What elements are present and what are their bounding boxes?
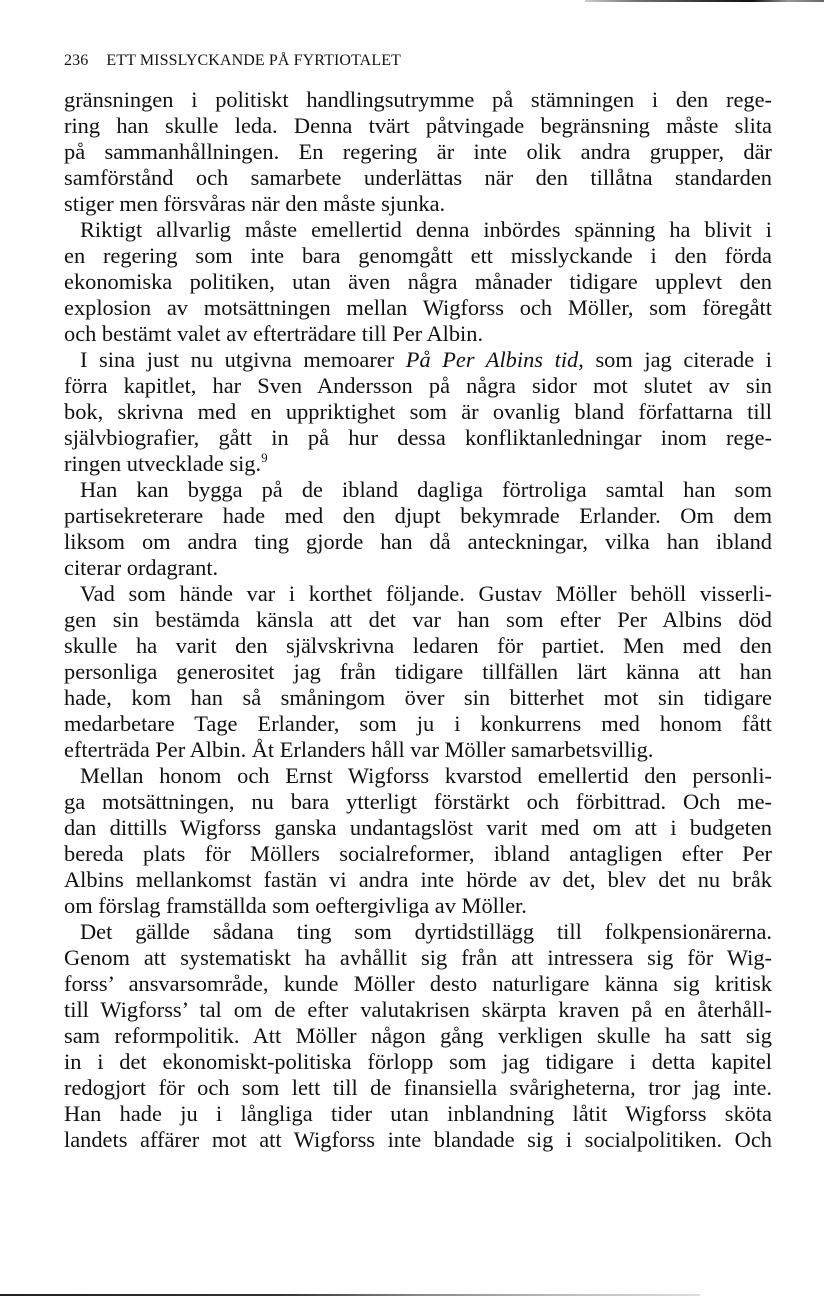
italic-title: På Per Albins tid [405,347,579,372]
text-line: bereda plats för Möllers socialreformer, ibland antagligen efter Per [64,841,772,866]
text-line: om förslag framställda som oeftergivliga av Möller. [64,893,527,918]
text-line: sam reformpolitik. Att Möller någon gång verkligen skulle ha satt sig [64,1023,772,1048]
text-line: skulle ha varit den självskrivna ledaren för partiet. Men med den [64,633,772,658]
page-number: 236 [64,52,89,69]
text-line: redogjort för och som lett till de finansiella svårigheterna, tror jag inte. [64,1075,772,1100]
text-line: citerar ordagrant. [64,555,219,580]
paragraph [64,347,772,477]
text-line: ringen utvecklade sig.$^9$ [64,450,268,476]
text-line: ga motsättningen, nu bara ytterligt förstärkt och förbittrad. Och me- [64,789,772,814]
body-text [64,87,772,1153]
scan-edge-bottom [0,1294,700,1296]
text-line: samförstånd och samarbete underlättas när den tillåtna standarden [64,165,772,190]
chapter-title: ETT MISSLYCKANDE PÅ FYRTIOTALET [106,52,401,69]
footnote-reference[interactable]: 9 [261,450,268,465]
text-line: självbiografier, gått in på hur dessa konfliktanledningar inom rege- [64,425,772,450]
text-line: forss’ ansvarsområde, kunde Möller desto naturligare känna sig kritisk [64,971,772,996]
paragraph [64,581,772,763]
text-line: en regering som inte bara genomgått ett misslyckande i den förda [64,243,772,268]
text-line: Han kan bygga på de ibland dagliga förtroliga samtal han som [80,477,772,502]
text-line: gränsningen i politiskt handlingsutrymme på stämningen i den rege- [64,87,772,112]
text-line: Albins mellankomst fastän vi andra inte hörde av det, blev det nu bråk [64,867,772,892]
text-line: liksom om andra ting gjorde han då anteckningar, vilka han ibland [64,529,772,554]
text-line: in i det ekonomiskt-politiska förlopp som jag tidigare i detta kapitel [64,1049,772,1074]
text-line: stiger men försvåras när den måste sjunka. [64,191,446,216]
text-line: landets affärer mot att Wigforss inte blandade sig i socialpolitiken. Och [64,1127,772,1152]
paragraph [64,87,772,217]
text-line: I sina just nu utgivna memoarer På Per Albins tid, som jag citerade i [80,347,772,372]
text-line: medarbetare Tage Erlander, som ju i konkurrens med honom fått [64,711,772,736]
text-line: personliga generositet jag från tidigare tillfällen lärt känna att han [64,659,772,684]
text-line: Vad som hände var i korthet följande. Gustav Möller behöll visserli- [80,581,772,606]
text-line: partisekreterare hade med den djupt bekymrade Erlander. Om dem [64,503,772,528]
text-line: Det gällde sådana ting som dyrtidstillägg till folkpensionärerna. [80,919,772,944]
text-line: bok, skrivna med en uppriktighet som är ovanlig bland författarna till [64,399,772,424]
text-line: förra kapitlet, har Sven Andersson på några sidor mot slutet av sin [64,373,772,398]
text-line: Mellan honom och Ernst Wigforss kvarstod emellertid den personli- [80,763,772,788]
text-line: ring han skulle leda. Denna tvärt påtvingade begränsning måste slita [64,113,772,138]
paragraph [64,763,772,919]
text-line: explosion av motsättningen mellan Wigforss och Möller, som föregått [64,295,772,320]
text-line: och bestämt valet av efterträdare till Per Albin. [64,321,484,346]
text-line: hade, kom han så småningom över sin bitterhet mot sin tidigare [64,685,772,710]
text-line: Han hade ju i långliga tider utan inblandning låtit Wigforss sköta [64,1101,772,1126]
text-line: dan dittills Wigforss ganska undantagslöst varit med om att i budgeten [64,815,772,840]
scan-edge-top [585,0,824,2]
text-line: Riktigt allvarlig måste emellertid denna inbördes spänning ha blivit i [80,217,772,242]
text-line: på sammanhållningen. En regering är inte olik andra grupper, där [64,139,772,164]
text-line: efterträda Per Albin. Åt Erlanders håll var Möller samarbetsvillig. [64,737,654,762]
text-line: ekonomiska politiken, utan även några månader tidigare upplevt den [64,269,772,294]
paragraph [64,217,772,347]
paragraph [64,919,772,1153]
paragraph [64,477,772,581]
text-line: Genom att systematiskt ha avhållit sig från att intressera sig för Wig- [64,945,772,970]
text-line: gen sin bestämda känsla att det var han som efter Per Albins död [64,607,772,632]
text-line: till Wigforss’ tal om de efter valutakrisen skärpta kraven på en återhåll- [64,997,772,1022]
running-head [64,52,401,70]
